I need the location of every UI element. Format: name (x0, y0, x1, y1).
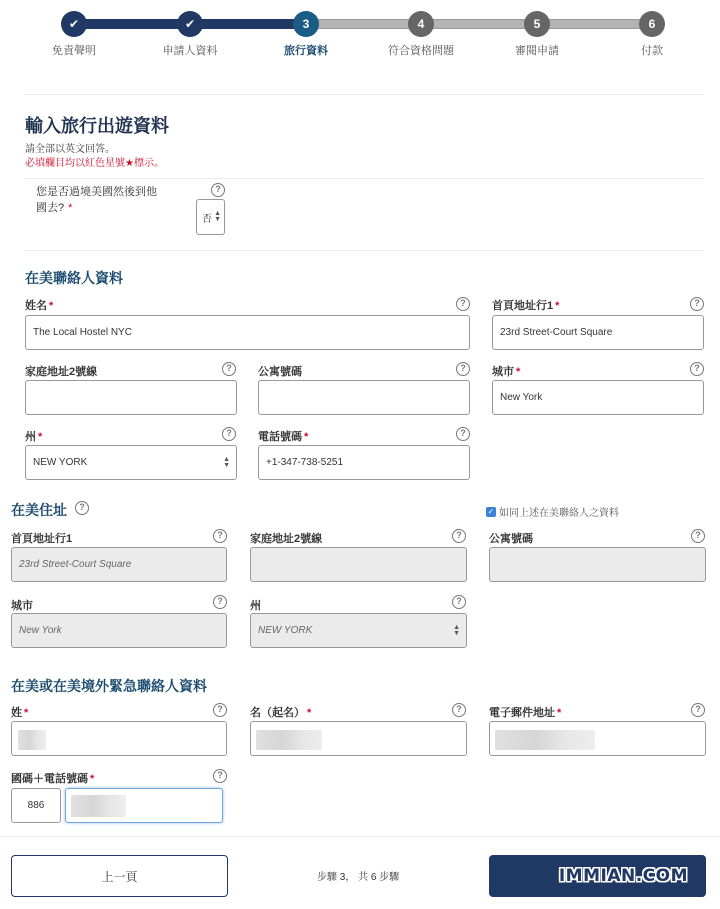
help-icon[interactable]: ? (690, 362, 704, 376)
divider (24, 94, 704, 95)
help-icon[interactable]: ? (456, 362, 470, 376)
apartment-label: 公寓號碼 (489, 533, 533, 545)
divider (24, 250, 704, 251)
contact-address2-label: 家庭地址2號線 (25, 366, 98, 378)
help-icon[interactable]: ? (456, 427, 470, 441)
help-icon[interactable]: ? (222, 362, 236, 376)
first-name-label: 名（起名） * (250, 707, 312, 719)
contact-state-value: NEW YORK (33, 457, 88, 468)
step-5-indicator: 5 (524, 11, 550, 37)
country-code-input[interactable]: 886 (11, 788, 61, 823)
step-5-label: 審閱申請 (515, 45, 559, 57)
step-6-indicator: 6 (639, 11, 665, 37)
help-icon[interactable]: ? (452, 703, 466, 717)
first-name-input[interactable] (250, 721, 467, 756)
contact-phone-input[interactable]: +1-347-738-5251 (258, 445, 470, 480)
redacted-value (495, 730, 595, 750)
contact-city-label: 城市 * (492, 366, 521, 378)
redacted-value (18, 730, 46, 750)
contact-apartment-label: 公寓號碼 (258, 366, 302, 378)
step-1-check-icon: ✔ (61, 11, 87, 37)
step-3-label: 旅行資料 (284, 45, 328, 57)
redacted-value (256, 730, 322, 750)
same-as-contact-checkbox-row[interactable] (486, 504, 619, 519)
page-title: 輸入旅行出遊資料 (25, 116, 169, 136)
english-note: 請全部以英文回答。 (25, 144, 115, 155)
address1-input[interactable]: 23rd Street-Court Square (11, 547, 227, 582)
help-icon[interactable]: ? (452, 595, 466, 609)
email-input[interactable] (489, 721, 706, 756)
address2-label: 家庭地址2號線 (250, 533, 323, 545)
step-count-text: 步驟 3， 共 6 步驟 (317, 872, 400, 883)
help-icon[interactable]: ? (691, 529, 705, 543)
email-label: 電子郵件地址 * (489, 707, 562, 719)
emergency-phone-label: 國碼＋電話號碼 * (11, 773, 95, 785)
step-2-label: 申請人資料 (162, 45, 218, 57)
address1-label: 首頁地址行1 (11, 533, 73, 545)
state-value: NEW YORK (258, 625, 313, 636)
contact-state-select[interactable] (25, 445, 237, 480)
city-input[interactable]: New York (11, 613, 227, 648)
us-contact-heading: 在美聯絡人資料 (25, 270, 123, 286)
help-icon[interactable]: ? (213, 769, 227, 783)
step-1-label: 免責聲明 (52, 45, 96, 57)
transit-select[interactable] (196, 199, 225, 235)
redacted-value (71, 795, 126, 817)
step-3-indicator: 3 (293, 11, 319, 37)
next-page-button[interactable] (489, 855, 706, 897)
help-icon[interactable]: ? (213, 703, 227, 717)
contact-city-input[interactable]: New York (492, 380, 704, 415)
divider (0, 836, 720, 837)
apartment-input[interactable] (489, 547, 706, 582)
state-select[interactable] (250, 613, 467, 648)
step-6-label: 付款 (641, 45, 663, 57)
help-icon[interactable]: ? (213, 529, 227, 543)
contact-state-label: 州 * (25, 431, 43, 443)
divider (24, 178, 704, 179)
contact-address1-input[interactable]: 23rd Street-Court Square (492, 315, 704, 350)
help-icon[interactable]: ? (452, 529, 466, 543)
previous-page-button[interactable]: 上一頁 (11, 855, 228, 897)
help-icon[interactable]: ? (690, 297, 704, 311)
help-icon[interactable]: ? (222, 427, 236, 441)
us-address-heading: 在美住址 (11, 502, 67, 518)
city-label: 城市 (11, 600, 33, 612)
help-icon[interactable]: ? (211, 183, 225, 197)
emergency-contact-heading: 在美或在美境外緊急聯絡人資料 (11, 678, 207, 694)
help-icon[interactable]: ? (456, 297, 470, 311)
transit-question-text: 您是否過境美國然後到他國去? (36, 186, 157, 214)
help-icon[interactable]: ? (213, 595, 227, 609)
address2-input[interactable] (250, 547, 467, 582)
contact-phone-label: 電話號碼 * (258, 431, 309, 443)
contact-name-input[interactable]: The Local Hostel NYC (25, 315, 470, 350)
transit-question-label (36, 184, 166, 216)
help-icon[interactable]: ? (691, 703, 705, 717)
required-mark: * (68, 202, 73, 214)
checkbox-checked-icon[interactable]: ✓ (487, 506, 495, 516)
last-name-input[interactable] (11, 721, 227, 756)
contact-address2-input[interactable] (25, 380, 237, 415)
select-arrows-icon: ▲ ▼ (453, 623, 460, 637)
help-icon[interactable]: ? (75, 501, 89, 515)
transit-select-value: 否 (202, 213, 212, 225)
contact-address1-label: 首頁地址行1 * (492, 300, 560, 312)
emergency-phone-input[interactable] (65, 788, 223, 823)
contact-apartment-input[interactable] (258, 380, 470, 415)
last-name-label: 姓 * (11, 707, 29, 719)
contact-name-label: 姓名 * (25, 300, 54, 312)
select-arrows-icon: ▲ ▼ (223, 455, 230, 469)
step-4-indicator: 4 (408, 11, 434, 37)
watermark: IMMIAN.COM (558, 866, 688, 886)
select-arrows-icon: ▲ ▼ (214, 210, 221, 223)
step-4-label: 符合資格問題 (388, 45, 454, 57)
state-label: 州 (250, 600, 261, 612)
progress-stepper (0, 0, 720, 60)
step-2-check-icon: ✔ (177, 11, 203, 37)
progress-track-pending (306, 19, 652, 29)
same-as-contact-label: 如同上述在美聯絡人之資料 (499, 508, 619, 519)
required-note: 必填欄目均以紅色星號★標示。 (25, 158, 164, 169)
